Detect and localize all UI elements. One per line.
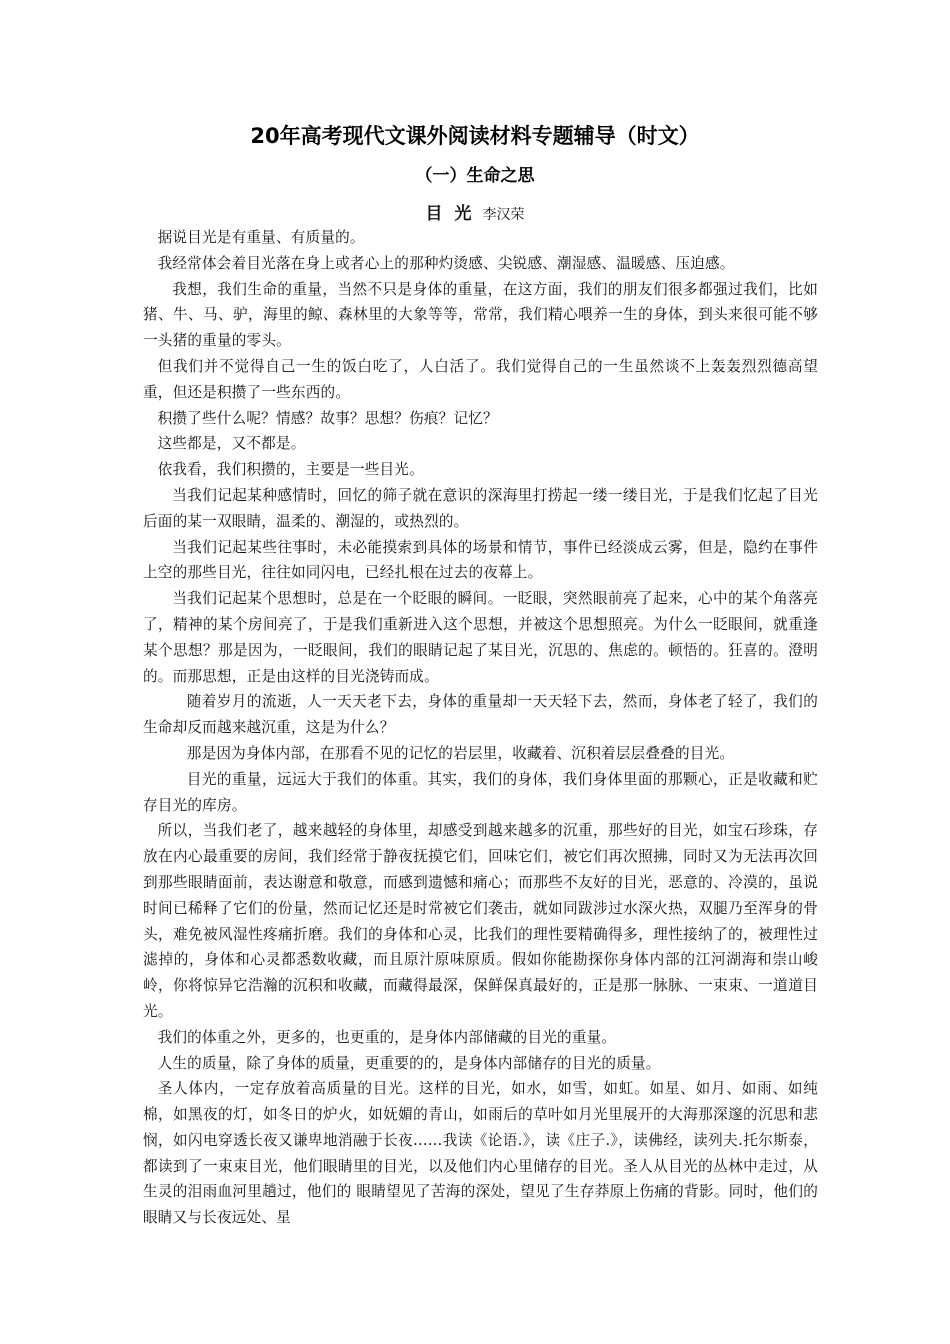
body-paragraph: 当我们记起某个思想时，总是在一个眨眼的瞬间。一眨眼，突然眼前亮了起来，心中的某个角落亮了，精神的某个房间亮了，于是我们重新进入这个思想，并被这个思想照亮。为什么一眨眼间，就重逢某个思想？那是因为，一眨眼间，我们的眼睛记起了某目光，沉思的、焦虑的。顿悟的。狂喜的。澄明的。而那思想，正是由这样的目光浇铸而成。 <box>143 590 818 685</box>
article-author: 李汉荣 <box>482 207 525 223</box>
body-paragraph: 但我们并不觉得自己一生的饭白吃了，人白活了。我们觉得自己的一生虽然谈不上轰轰烈烈德高望重，但还是积攒了一些东西的。 <box>143 357 818 401</box>
body-paragraph: 这些都是，又不都是。 <box>157 435 306 453</box>
body-paragraph: 所以，当我们老了，越来越轻的身体里，却感受到越来越多的沉重，那些好的目光，如宝石珍珠，存放在内心最重要的房间，我们经常于静夜抚摸它们，回味它们，被它们再次照拂，同时又为无法再次回到那些眼睛面前，表达谢意和敬意，而感到遗憾和痛心；而那些不友好的目光，恶意的、冷漠的，虽说时间已稀释了它们的份量，然而记忆还是时常被它们袭击，就如同跋涉过水深火热，双腿乃至浑身的骨头，难免被风湿性疼痛折磨。我们的身体和心灵，比我们的理性要精确得多，理性接纳了的，被理性过滤掉的，身体和心灵都悉数收藏，而且原汁原味原质。假如你能勘探你身体内部的江河湖海和崇山峻岭，你将惊异它浩瀚的沉积和收藏，而藏得最深，保鲜保真最好的，正是那一脉脉、一束束、一道道目光。 <box>143 822 818 1020</box>
body-paragraph: 依我看，我们积攒的，主要是一些目光。 <box>157 461 424 479</box>
article-title: 目 光 <box>425 204 475 224</box>
article-body <box>143 225 818 1231</box>
body-paragraph: 随着岁月的流逝，人一天天老下去，身体的重量却一天天轻下去，然而，身体老了轻了，我们的生命却反而越来越沉重，这是为什么？ <box>143 693 818 737</box>
body-paragraph: 目光的重量，远远大于我们的体重。其实，我们的身体，我们身体里面的那颗心，正是收藏和贮存目光的库房。 <box>143 770 818 814</box>
body-paragraph: 当我们记起某种感情时，回忆的筛子就在意识的深海里打捞起一缕一缕目光，于是我们忆起了目光后面的某一双眼睛，温柔的、潮湿的，或热烈的。 <box>143 486 818 530</box>
body-paragraph: 据说目光是有重量、有质量的。 <box>157 229 365 246</box>
body-paragraph: 圣人体内，一定存放着高质量的目光。这样的目光，如水，如雪，如虹。如星、如月、如雨、如纯棉，如黑夜的灯，如冬日的炉火，如妩媚的青山，如雨后的草叶如月光里展开的大海那深邃的沉思和悲悯，如闪电穿透长夜又谦卑地消融于长夜……我读《论语.》，读《庄子.》，读佛经，读列夫.托尔斯泰，都读到了一束束目光，他们眼睛里的目光，以及他们内心里储存的目光。圣人从目光的丛林中走过，从生灵的泪雨血河里趟过，他们的 眼睛望见了苦海的深处，望见了生存莽原上伤痛的背影。同时，他们的眼睛又与长夜远处、星 <box>143 1080 818 1227</box>
article-heading <box>0 201 950 228</box>
body-paragraph: 我想，我们生命的重量，当然不只是身体的重量，在这方面，我们的朋友们很多都强过我们，比如猪、牛、马、驴，海里的鲸、森林里的大象等等，常常，我们精心喂养一生的身体，到头来很可能不够一头猪的重量的零头。 <box>143 280 818 350</box>
body-paragraph: 积攒了些什么呢？情感？故事？思想？伤痕？记忆？ <box>157 409 498 427</box>
body-paragraph: 我经常体会着目光落在身上或者心上的那种灼烫感、尖锐感、潮湿感、温暖感、压迫感。 <box>157 254 735 272</box>
body-paragraph: 当我们记起某些往事时，未必能摸索到具体的场景和情节，事件已经淡成云雾，但是，隐约在事件上空的那些目光，往往如同闪电，已经扎根在过去的夜幕上。 <box>143 538 818 582</box>
section-heading: （一）生命之思 <box>415 166 535 186</box>
body-paragraph: 我们的体重之外，更多的，也更重的，是身体内部储藏的目光的重量。 <box>157 1028 617 1046</box>
body-paragraph: 人生的质量，除了身体的质量，更重要的的，是身体内部储存的目光的质量。 <box>157 1054 661 1072</box>
document-title: 20年高考现代文课外阅读材料专题辅导（时文） <box>250 124 700 148</box>
body-paragraph: 那是因为身体内部，在那看不见的记忆的岩层里，收藏着、沉积着层层叠叠的目光。 <box>186 744 735 762</box>
